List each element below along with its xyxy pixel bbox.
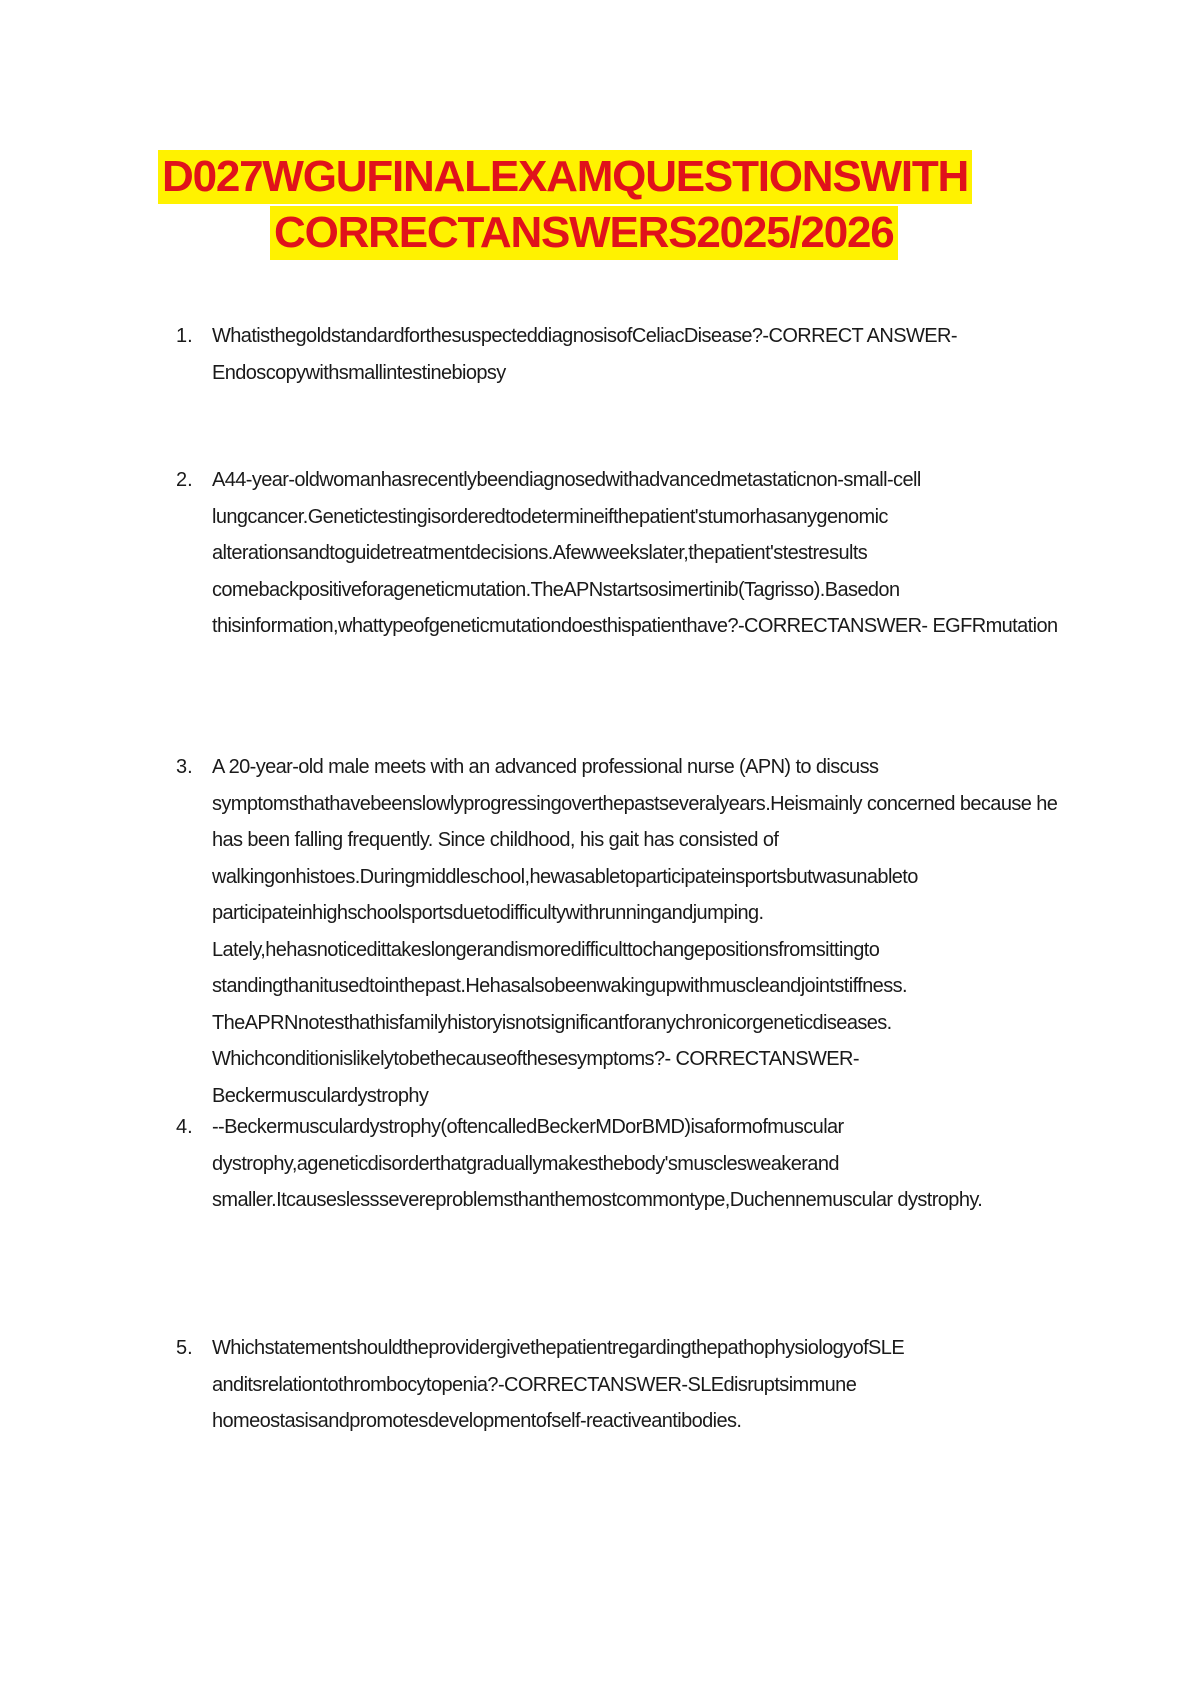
question-number: 1. <box>176 325 193 347</box>
question-number: 3. <box>176 756 193 778</box>
question-number: 2. <box>176 469 193 491</box>
question-text: A 20-year-old male meets with an advanced professional nurse (APN) to discuss symptomsthathavebeenslowlyprogressingoverthepastseveralyears.Heismainly concerned because he has been falling frequently. Since childhood, his gait has consisted of walkingonhistoes.Duringmiddleschool,hewasabletoparticipateinsportsbutwasunableto participateinhighschoolsportsduetodifficultywithrunningandjumping. Lately,hehasnoticedittakeslongerandismoredifficulttochangepositionsfromsittingto standingthanitusedtointhepast.Hehasalsobeenwakingupwithmuscleandjointstiffness. TheAPRNnotesthathisfamilyhistoryisnotsignificantforanychronicorgeneticdiseases. Whichconditionislikelytobethecauseofthesesymptoms?- CORRECTANSWER-Beckermusculardystrophy <box>212 756 1058 1107</box>
question-text: WhichstatementshouldtheprovidergivethepatientregardingthepathophysiologyofSLE anditsrelationtothrombocytopenia?-CORRECTANSWER-SLEdisruptsimmune homeostasisandpromotesdevelopmentofself-reactiveantibodies. <box>212 1337 905 1432</box>
question-number: 4. <box>176 1116 193 1138</box>
question-number: 5. <box>176 1337 193 1359</box>
title-line-2: CORRECTANSWERS2025/2026 <box>270 206 898 260</box>
question-text: Whatisthegoldstandardforthesuspecteddiagnosisof​CeliacDisease?-CORRECT ANSWER-Endoscopywithsmallintestinebiopsy <box>212 325 957 384</box>
title-line-1: D027WGUFINALEXAMQUESTIONSWITH <box>158 150 972 204</box>
question-text: A44-year-oldwomanhasrecentlybeendiagnosedwithadvancedmetastaticnon-small-cell lungcancer.Genetictestingisorderedtodetermineifthepatient'stumorhasanygenomic alterationsandtoguidetreatmentdecisions.Afewweekslater,thepatient'stestresults comebackpositiveforageneticmutation.TheAPNstartsosimertinib(Tagrisso).Basedon thisinformation,whattypeofgeneticmutationdoesthispatienthave?-CORRECTANSWER- EGFRmutation <box>212 469 1058 637</box>
question-text: --Beckermusculardystrophy(oftencalledBeckerMDorBMD)isaformofmuscular dystrophy,ageneticdisorderthatgraduallymakesthebody'smusclesweakerand smaller.Itcauseslesssevereproblemsthanthemostcommontype,Duchennemuscular dystrophy. <box>212 1116 983 1211</box>
